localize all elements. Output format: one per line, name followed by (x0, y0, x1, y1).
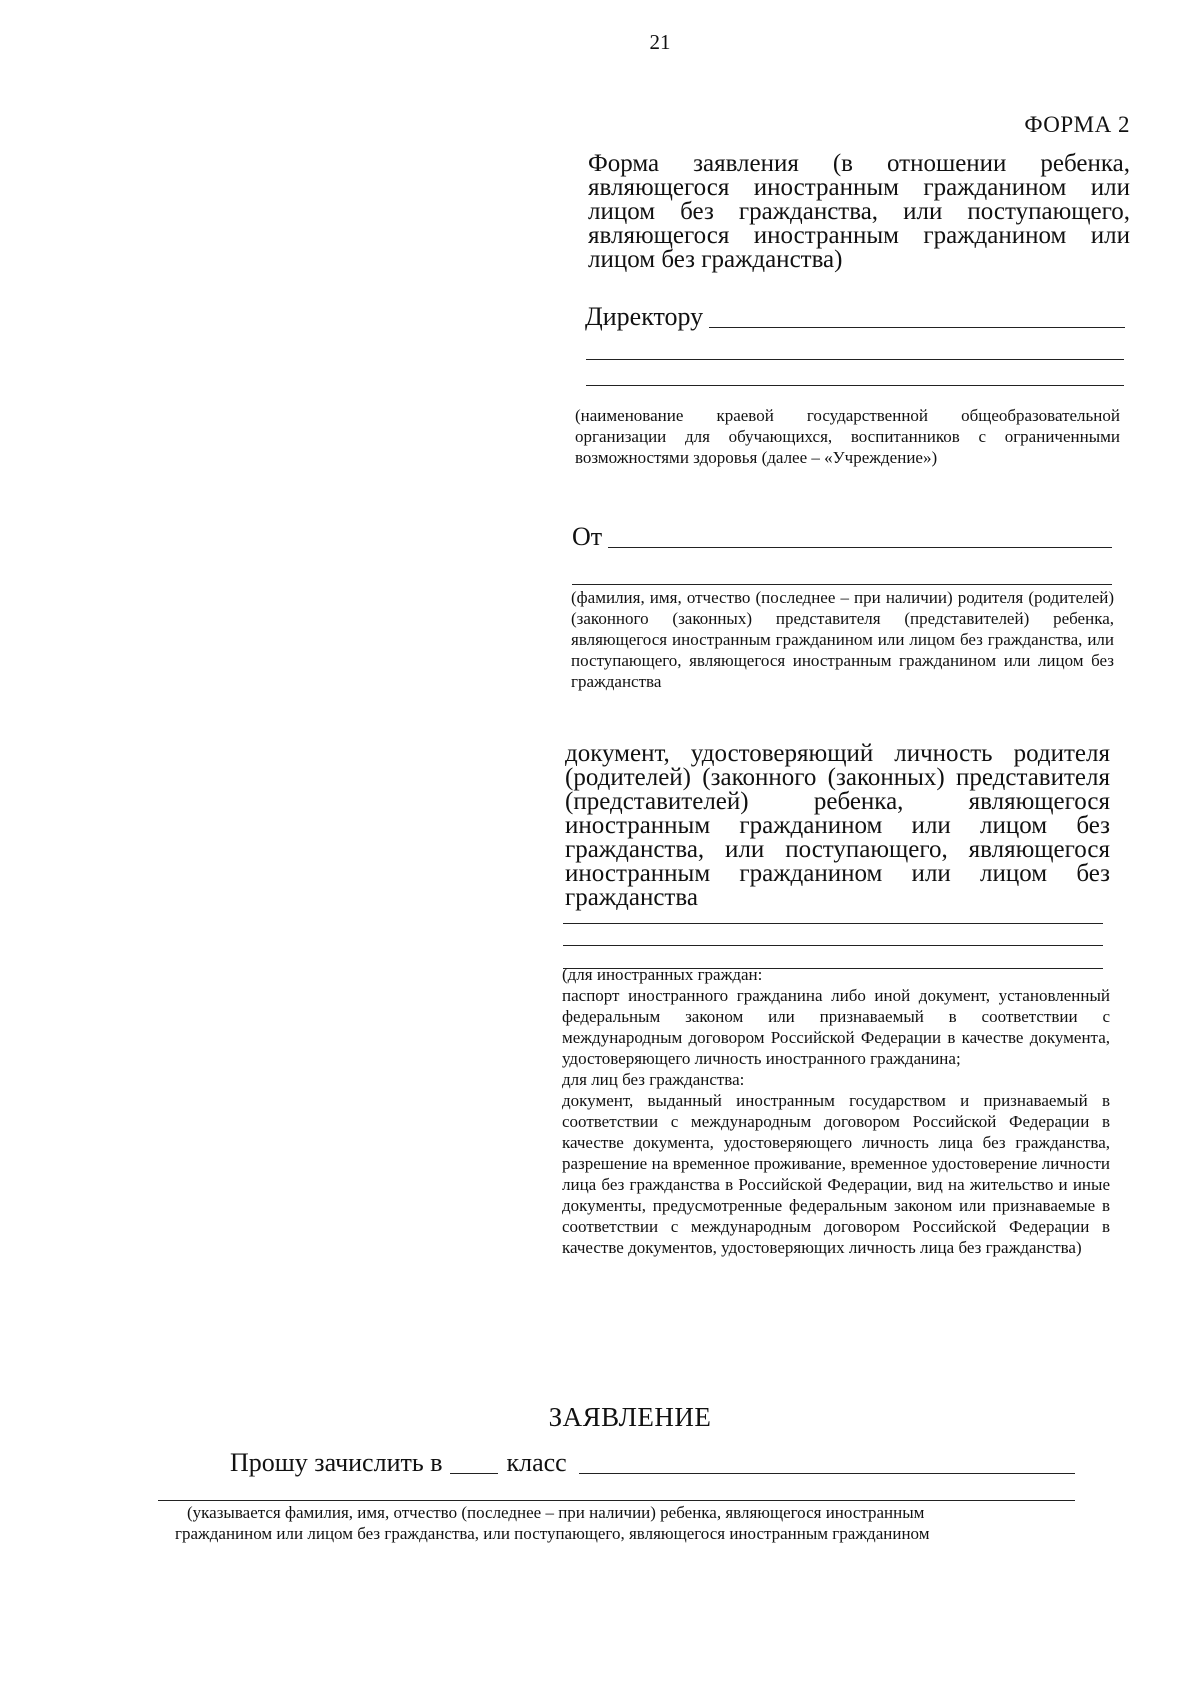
enroll-prefix: Прошу зачислить в (230, 1448, 443, 1477)
form-number: ФОРМА 2 (1024, 112, 1130, 137)
child-note-line-1: (указывается фамилия, имя, отчество (последнее – при наличии) ребенка, являющегося иностранным (187, 1503, 925, 1522)
institution-note: (наименование краевой государственной общеобразовательной организации для обучающихся, воспитанников с ограниченными возможностями здоровья (далее – «Учреждение») (575, 406, 1120, 467)
document-note (562, 964, 1110, 1258)
child-note (175, 1502, 1075, 1544)
enroll-suffix: класс (506, 1448, 567, 1477)
enroll-row (230, 1448, 1075, 1478)
page-number: 21 (649, 30, 671, 54)
director-line-3 (586, 385, 1124, 386)
document-title: документ, удостоверяющий личность родителя (родителей) (законного (законных) представителя (представителей) ребенка, являющегося иностранным гражданином или лицом без гражданства, или поступающего, являющегося иностранным гражданином или лицом без гражданства (565, 740, 1110, 911)
stateless-text: документ, выданный иностранным государством и признаваемый в соответствии с международным договором Российской Федерации в качестве документа, удостоверяющего личность лица без гражданства, разрешение на временное проживание, временное удостоверение личности лица без гражданства в Российской Федерации, вид на жительство и иные документы, предусмотренные федеральным законом или признаваемые в соответствии с международным договором Российской Федерации в качестве документов, удостоверяющих личность лица без гражданства) (562, 1091, 1110, 1257)
foreign-header: (для иностранных граждан: (562, 965, 763, 984)
statement-title: ЗАЯВЛЕНИЕ (548, 1402, 712, 1432)
class-blank (450, 1473, 498, 1474)
form-title: Форма заявления (в отношении ребенка, являющегося иностранным гражданином или лицом без гражданства, или поступающего, являющегося иностранным гражданином или лицом без гражданства) (588, 150, 1130, 273)
from-line-2 (572, 584, 1112, 585)
from-label: От (572, 522, 603, 551)
stateless-header: для лиц без гражданства: (562, 1070, 745, 1089)
child-note-line-2: гражданином или лицом без гражданства, или поступающего, являющегося иностранным гражданином (175, 1524, 930, 1543)
from-row (572, 522, 1112, 552)
from-line (608, 546, 1112, 548)
parent-note: (фамилия, имя, отчество (последнее – при наличии) родителя (родителей) (законного (законных) представителя (представителей) ребенка, являющегося иностранным гражданином или лицом без гражданства, или поступающего, являющегося иностранным гражданином или лицом без гражданства (571, 588, 1114, 691)
director-label: Директору (585, 302, 704, 331)
director-row (585, 302, 1125, 332)
child-name-blank (579, 1473, 1075, 1474)
director-line-2 (586, 359, 1124, 360)
document-line-1 (563, 923, 1103, 924)
document-line-2 (563, 945, 1103, 946)
director-line (709, 326, 1125, 328)
child-name-line-2 (158, 1500, 1075, 1501)
foreign-text: паспорт иностранного гражданина либо иной документ, установленный федеральным законом или признаваемый в соответствии с международным договором Российской Федерации в качестве документа, удостоверяющего личность иностранного гражданина; (562, 986, 1110, 1068)
